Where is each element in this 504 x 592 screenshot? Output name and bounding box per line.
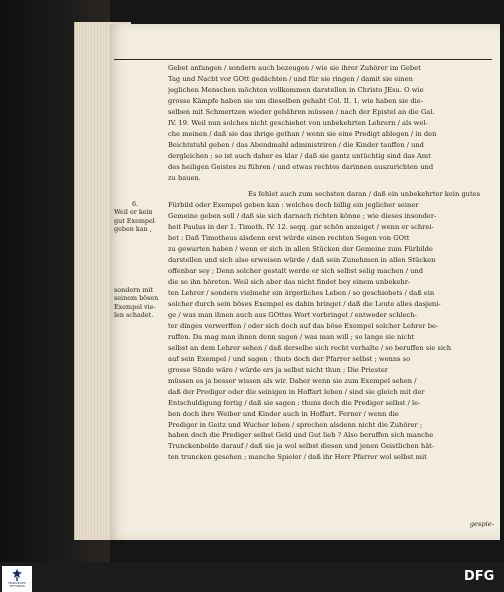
text-line: Fürbild oder Exempel geben kan : welches doch billig ein jeglicher seiner bbox=[168, 201, 419, 210]
text-line: Gebet anfangen / sondern auch bezeugen / wie sie ihrer Zuhörer im Gebet bbox=[168, 64, 421, 72]
margin-note-line: Weil er kein bbox=[114, 208, 153, 217]
margin-note-number: 6. bbox=[131, 200, 139, 208]
text-line: jeglichen Menschen möchten vollkommen darstellen in Christo JEsu. O wie bbox=[168, 85, 424, 94]
text-line: ben doch ihre Weiber und Kinder auch in Hoffart. Ferner / wenn die bbox=[168, 409, 399, 418]
text-line: grosse Sünde wäre / würde ers ja selbst nicht thun ; Die Priester bbox=[168, 365, 389, 374]
text-line: daß der Prediger oder die seinigen in Hoffart leben / sind sie gleich mit der bbox=[168, 387, 425, 396]
text-line: Trunckenbolde darauf / daß sie ja wol selbst diesen und jenen Geistlichen hät- bbox=[168, 442, 435, 451]
dfg-logo[interactable]: DFG bbox=[464, 569, 495, 584]
text-line: müssen es ja besser wissen als wir. Daher wenn sie zum Exempel sehen / bbox=[168, 376, 417, 385]
text-line: Es fehlet auch zum sechsten daran / daß ein unbekehrter kein gutes bbox=[248, 190, 481, 199]
text-line: zu bauen. bbox=[168, 173, 201, 182]
logo-text: FRANCKESCHE STIFTUNGEN bbox=[8, 582, 26, 588]
margin-note-continuation bbox=[114, 286, 168, 320]
text-line: haben doch die Prediger selbst Geld und Gut lieb ? Also beruffen sich manche bbox=[168, 431, 434, 440]
text-line: zu gewarten haben / wenn er sich in allen Stücken der Gemeine zum Fürbilde bbox=[168, 245, 433, 254]
viewer-footer bbox=[0, 562, 504, 592]
margin-note-6 bbox=[114, 200, 168, 234]
eagle-emblem-icon bbox=[11, 568, 23, 582]
text-line: ruffen. Da mag man ihnen denn sagen / was man will ; so lange sie nicht bbox=[168, 332, 415, 341]
text-line: che meinen / daß sie das ihrige gethan / wenn sie eine Predigt ablegen / in den bbox=[168, 129, 437, 138]
text-line: Beichtstuhl gehen / das Abendmahl administriren / die Kinder tauffen / und bbox=[168, 140, 424, 149]
text-line: offenbar sey ; Denn solcher gestalt werde er sich selbst selig machen / und bbox=[168, 267, 424, 276]
margin-note-line: len schadet. bbox=[114, 311, 154, 320]
text-line: grosse Kämpfe haben sie um dieselben gehabt Col. II. 1. wie haben sie die- bbox=[168, 96, 423, 105]
text-line: heit Paulus in der 1. Timoth. IV. 12. seqq. gar schön anzeiget / wenn er schrei- bbox=[168, 223, 434, 232]
margin-note-line: geben kan , bbox=[114, 225, 152, 234]
text-line: selben mit Schmertzen wieder gebähren müssen / nach der Epistel an die Gal. bbox=[168, 107, 435, 116]
text-line: Prediger in Geitz und Wucher leben / sprechen alsdenn nicht die Zuhörer ; bbox=[168, 420, 423, 429]
text-line: ter dinges verwerffen / oder sich doch auf das böse Exempel solcher Lehrer be- bbox=[168, 321, 439, 330]
margin-note-line: gut Exempel bbox=[114, 216, 155, 225]
margin-note-line: Exempel vie- bbox=[114, 302, 156, 311]
header-rule bbox=[114, 59, 492, 60]
text-line: darstellen und sich also erweisen würde / daß sein Zunehmen in allen Stücken bbox=[168, 256, 436, 265]
text-line: Tag und Nacht vor GOtt gedächten / und für sie ringen / damit sie einen bbox=[168, 74, 413, 83]
text-line: ten Lehrer / sondern vielmehr ein ärgerliches Leben / so geschiehets / daß ein bbox=[168, 289, 435, 298]
text-line: die so ihn höreten. Weil sich aber das nicht findet bey einem unbekehr- bbox=[168, 278, 411, 287]
text-line: solcher durch sein böses Exempel es dahin bringet / daß die Leute alles dasjeni- bbox=[168, 300, 441, 309]
franckesche-stiftungen-logo[interactable] bbox=[2, 566, 32, 592]
margin-note-line: seinem bösen bbox=[114, 294, 159, 303]
text-line: dergleichen ; so ist auch daher es klar / daß sie gantz untüchtig sind das Amt bbox=[168, 151, 431, 160]
text-line: Gemeine geben soll / daß sie sich darnach richten könne ; wie dieses insonder- bbox=[168, 212, 437, 221]
text-line: ge / was man ihnen auch aus GOttes Wort vorbringet / entweder schlech- bbox=[168, 310, 417, 319]
catchword: gespie- bbox=[469, 520, 494, 528]
margin-note-line: sondern mit bbox=[114, 286, 153, 294]
text-line: selbst an dem Lehrer sehen / daß derselbe sich recht verhalte / so beruffen sie sich bbox=[168, 343, 452, 352]
text-line: IV. 19. Weil nun solches nicht geschiehet von unbekehrten Lehrern / als wel- bbox=[168, 118, 428, 127]
text-line: ten truncken gesehen ; manche Spieler / daß ihr Herr Pfarrer wol selbst mit bbox=[168, 453, 427, 462]
text-line: des heiligen Geistes zu führen / und etwas rechtes darinnen auszurichten und bbox=[168, 162, 434, 171]
text-line: bet : Daß Timotheus alsdenn erst würde einen rechten Segen von GOtt bbox=[168, 234, 410, 243]
body-text bbox=[168, 63, 494, 463]
text-line: auf sein Exempel / und sagen : thuts doch der Pfarrer selbst ; wenns so bbox=[168, 354, 411, 363]
text-line: Entschuldigung fertig / daß sie sagen : thuns doch die Prediger selbst / le- bbox=[168, 398, 421, 407]
page bbox=[110, 24, 500, 540]
